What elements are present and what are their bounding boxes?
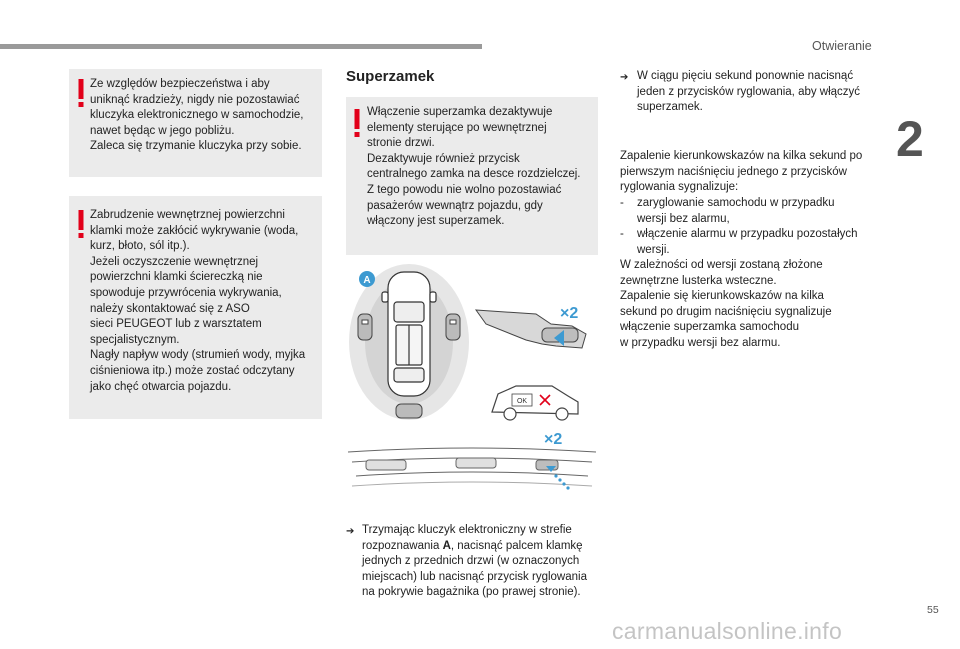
header-rule (0, 44, 482, 49)
superlock-illustration (346, 262, 598, 517)
arrow-bullet-icon: ➔ (620, 72, 629, 83)
multiplier-2: ×2 (544, 431, 563, 448)
warning-text-3: Włączenie superzamka dezaktywuje elementy sterujące po wewnętrznej stronie drzwi. Dezaktywuje również przycisk centralnego zamka na desce rozdzielczej. Z tego powodu nie wolno pozostawiać pasażerów wewnątrz pojazdu, gdy włączony jest superzamek. (367, 106, 581, 228)
warning-box-2 (69, 196, 322, 419)
warning-text-2: Zabrudzenie wewnętrznej powierzchni klamki może zakłócić wykrywanie (woda, kurz, błoto, sól itp.). Jeżeli oczyszczenie wewnętrznej powierzchni klamki ściereczką nie spowoduje przywrócenia wykrywania, należy skontaktować się z ASO sieci PEUGEOT lub z warsztatem specjalistycznym. Nagły napływ wody (strumień wody, myjka ciśnieniowa itp.) może zostać odczytany jako chęć otwarcia pojazdu. (90, 209, 306, 393)
warning-icon (353, 109, 361, 139)
body-text-2: W zależności od wersji zostaną złożone zewnętrzne lusterka wsteczne. Zapalenie się kierunkowskazów na kilka sekund po drugim naciśnięciu sygnalizuje włączenie superzamka samochodu w przypadku wersji bez alarmu. (620, 259, 832, 349)
step-1-text: Trzymając kluczyk elektroniczny w strefie rozpoznawania A, nacisnąć palcem klamkę jednych z przednich drzwi (w oznaczonych miejscach) lub nacisnąć przycisk ryglowania na pokrywie bagażnika (po prawej stronie). (362, 524, 587, 599)
car-top-view-icon (382, 272, 436, 396)
car-side-icon (492, 386, 578, 420)
list-dash: - (620, 197, 624, 209)
list-item-2: włączenie alarmu w przypadku pozostałych wersji. (637, 228, 858, 256)
ok-label: OK (516, 398, 528, 405)
list-dash: - (620, 228, 624, 240)
list-item-1: zaryglowanie samochodu w przypadku wersji bez alarmu, (637, 197, 835, 225)
chapter-number: 2 (896, 111, 924, 167)
warning-box-3 (346, 97, 598, 255)
warning-text-1: Ze względów bezpieczeństwa i aby uniknąć kradzieży, nigdy nie pozostawiać kluczyka elektronicznego w samochodzie, nawet będąc w jego pobliżu. Zaleca się trzymanie kluczyka przy sobie. (90, 78, 304, 153)
step-2-text: W ciągu pięciu sekund ponownie nacisnąć jeden z przycisków ryglowania, aby włączyć superzamek. (637, 70, 861, 114)
zone-label: A (363, 275, 371, 286)
arrow-bullet-icon: ➔ (346, 526, 355, 537)
warning-icon (77, 79, 85, 109)
tailgate-button-arrow-icon (546, 466, 570, 490)
section-title: Otwieranie (812, 39, 872, 53)
watermark: carmanualsonline.info (612, 618, 843, 644)
warning-box-1 (69, 69, 322, 177)
body-text-1: Zapalenie kierunkowskazów na kilka sekund po pierwszym naciśnięciu jednego z przycisków ryglowania sygnalizuje: (620, 150, 863, 194)
multiplier-1: ×2 (560, 305, 579, 322)
warning-icon (77, 210, 85, 240)
section-heading: Superzamek (346, 68, 435, 85)
page-number: 55 (927, 604, 939, 616)
